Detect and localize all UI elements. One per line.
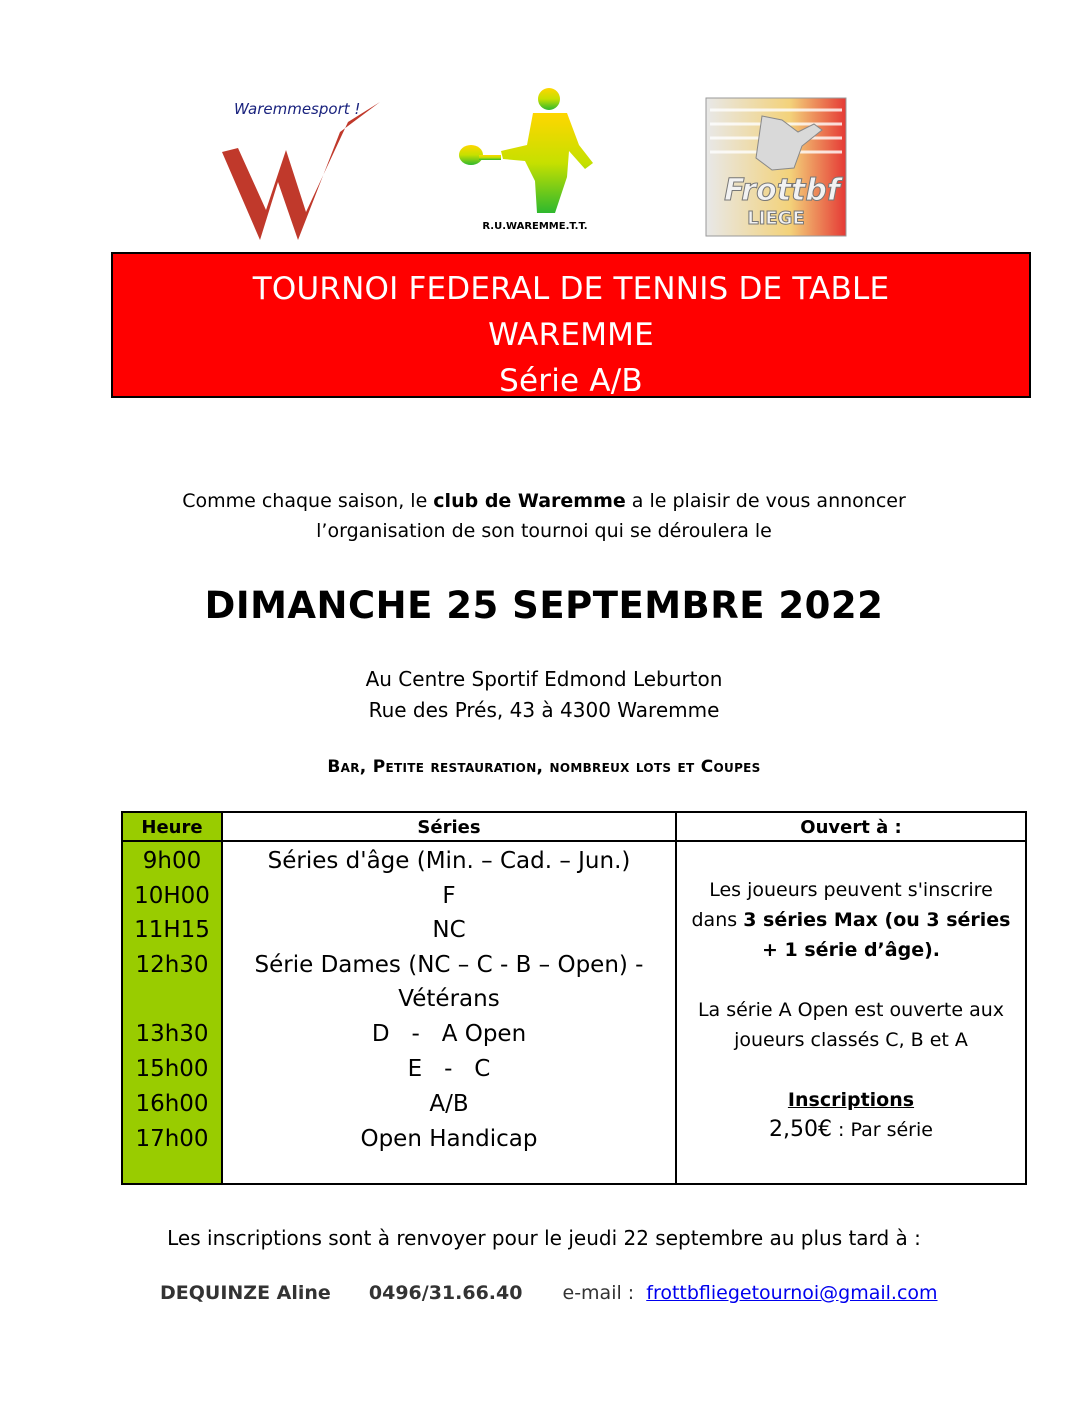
series-cell: A/B [429,1091,469,1117]
hour-cell: 17h00 [135,1126,209,1152]
series-cell: Open Handicap [360,1126,538,1152]
venue-street: Rue des Prés, 43 à 4300 Waremme [368,698,720,722]
ouvert-column [677,813,1025,1183]
price: 2,50€ [769,1117,833,1142]
series-header: Séries [223,813,675,842]
deadline-text: Les inscriptions sont à renvoyer pour le jeudi 22 septembre au plus tard à : [167,1226,921,1250]
hour-cell: 13h30 [135,1021,209,1047]
frottbf-logo-region: LIEGE [747,208,805,229]
title-banner [111,252,1031,398]
registration-rules: Les joueurs peuvent s'inscrire dans 3 séries Max (ou 3 séries + 1 série d’âge). La série A Open est ouverte aux joueurs classés C, B et A Inscriptions 2,50€ : Par série [683,875,1019,1145]
waremmesport-logo [220,92,390,244]
series-column [223,813,677,1183]
banner-title: TOURNOI FEDERAL DE TENNIS DE TABLE [252,271,890,307]
series-cell: E - C [407,1056,491,1082]
contact-phone: 0496/31.66.40 [368,1282,523,1304]
hour-cell: 16h00 [135,1091,209,1117]
venue-address [0,664,1088,726]
hour-cell: 11H15 [134,917,210,943]
contact-name: DEQUINZE Aline [160,1282,331,1304]
hour-cell: 9h00 [142,848,202,874]
venue-name: Au Centre Sportif Edmond Leburton [365,667,723,691]
email-label: e-mail : [562,1282,635,1304]
series-cell: D - A Open [371,1021,527,1047]
ruwtt-logo-text: R.U.WAREMME.T.T. [482,221,588,232]
event-date: DIMANCHE 25 SEPTEMBRE 2022 [204,584,884,627]
intro-text: Comme chaque saison, le club de Waremme a le plaisir de vous annoncer l’organisation de son tournoi qui se déroulera le [182,490,906,542]
waremmesport-logo-text: Waremmesport ! [234,100,361,118]
series-cell: NC [432,917,466,943]
banner-city: WAREMME [488,317,654,353]
series-cell: Vétérans [398,986,500,1012]
series-cell: Séries d'âge (Min. – Cad. – Jun.) [267,848,631,874]
frottbf-logo [702,96,864,238]
amenities-text: Bar, Petite restauration, nombreux lots et Coupes [327,757,761,777]
contact-line [160,1282,938,1304]
schedule-table [121,811,1027,1185]
hour-cell: 15h00 [135,1056,209,1082]
heure-column [123,813,223,1183]
ruwtt-logo [455,85,615,235]
inscriptions-title: Inscriptions [787,1089,915,1111]
ouvert-header: Ouvert à : [677,813,1025,842]
heure-header: Heure [123,813,221,842]
club-name: club de Waremme [433,490,626,512]
banner-series: Série A/B [499,363,643,399]
hour-cell: 10H00 [134,883,210,909]
series-cell: Série Dames (NC – C - B – Open) - [254,952,644,978]
hour-cell: 12h30 [135,952,209,978]
series-cell: F [442,883,456,909]
email-link[interactable]: frottbfliegetournoi@gmail.com [646,1282,938,1304]
frottbf-logo-name: Frottbf [724,173,840,208]
